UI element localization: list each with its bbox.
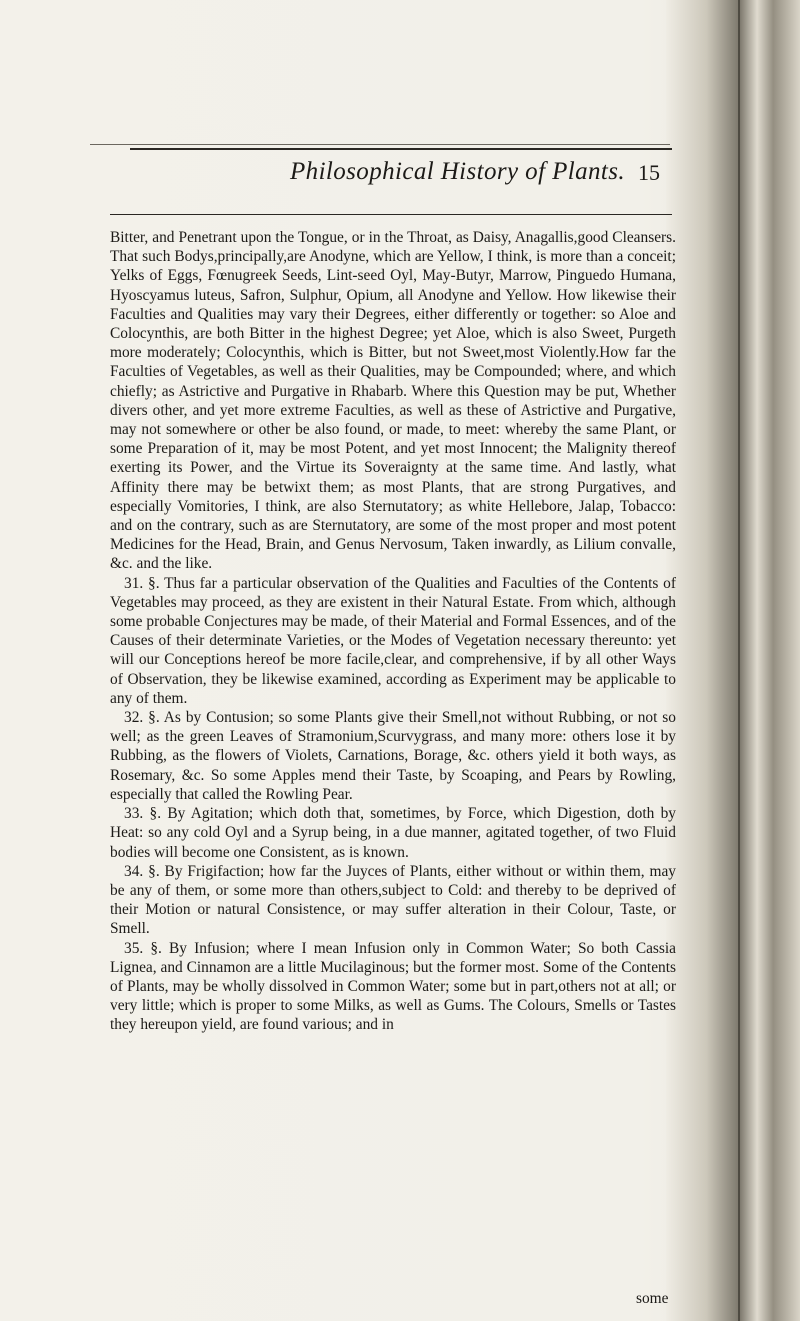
header-rule-top: [90, 144, 670, 145]
catchword: some: [636, 1290, 669, 1307]
running-head-underline: [110, 214, 672, 215]
book-spine-shadow: [666, 0, 800, 1321]
binding-edge: [738, 0, 740, 1321]
header-rule: [130, 148, 672, 150]
paragraph-32: 32. §. As by Contusion; so some Plants give their Smell,not without Rubbing, or not so well; as the green Leaves of Stramonium,Scurvygrass, and many more: others lose it by Rubbing, as the flowers of Violets, Carnations, Borage, &c. others yield it both ways, as Rosemary, &c. So some Apples mend their Taste, by Scoaping, and Pears by Rowling, especially that called the Rowling Pear.: [110, 709, 676, 803]
paragraph-continued: Bitter, and Penetrant upon the Tongue, or in the Throat, as Daisy, Anagallis,good Cleansers. That such Bodys,principally,are Anodyne, which are Yellow, I think, is more than a conceit; Yelks of Eggs, Fœnugreek Seeds, Lint-seed Oyl, May-Butyr, Marrow, Pinguedo Humana, Hyoscyamus luteus, Safron, Sulphur, Opium, all Anodyne and Yellow. How likewise their Faculties and Qualities may vary their Degrees, either differently or together: so Aloe and Colocynthis, are both Bitter in the highest Degree; yet Aloe, which is also Sweet, Purgeth more moderately; Colocynthis, which is Bitter, but not Sweet,most Violently.How far the Faculties of Vegetables, as well as their Qualities, may be Compounded; where, and which chiefly; as Astrictive and Purgative in Rhabarb. Where this Question may be put, Whether divers other, and yet more extreme Faculties, as well as these of Astrictive and Purgative, may not somewhere or other be also found, or made, to meet: whereby the same Plant, or some Preparation of it, may be most Potent, and yet most Innocent; the Malignity thereof exerting its Power, and the Virtue its Soveraignty at the same time. And lastly, what Affinity there may be betwixt them; as most Plants, that are strong Purgatives, and especially Vomitories, I think, are also Sternutatory; as white Hellebore, Jalap, Tobacco: and on the contrary, such as are Sternutatory, are some of the most proper and most potent Medicines for the Head, Brain, and Genus Nervosum, Taken inwardly, as Lilium convalle, &c. and the like.: [110, 229, 676, 573]
paragraph-33: 33. §. By Agitation; which doth that, sometimes, by Force, which Digestion, doth by Heat: so any cold Oyl and a Syrup being, in a due manner, agitated together, of two Fluid bodies will become one Consistent, as is known.: [110, 805, 676, 861]
paragraph-35: 35. §. By Infusion; where I mean Infusion only in Common Water; So both Cassia Lignea, and Cinnamon are a little Mucilaginous; but the former most. Some of the Contents of Plants, may be wholly dissolved in Common Water; some but in part,others not at all; or very little; which is proper to some Milks, as well as Gums. The Colours, Smells or Tastes they hereupon yield, are found various; and in: [110, 939, 676, 1034]
paragraph-34: 34. §. By Frigifaction; how far the Juyces of Plants, either without or within them, may be any of them, or some more than others,subject to Cold: and thereby to be deprived of their Motion or natural Consistence, or may suffer alteration in their Colour, Taste, or Smell.: [110, 862, 676, 938]
body-text: [110, 228, 676, 1035]
paragraph-31: 31. §. Thus far a particular observation of the Qualities and Faculties of the Contents of Vegetables may proceed, as they are existent in their Natural Estate. From which, although some probable Conjectures may be made, of their Material and Formal Essences, and of the Causes of their determinate Varieties, or the Modes of Vegetation necessary thereunto: yet will our Conceptions hereof be more facile,clear, and comprehensive, if by all other Ways of Observation, they be likewise examined, according as Experiment may be applicable to any of them.: [110, 574, 676, 707]
page-number: 15: [638, 160, 660, 185]
running-head: [0, 158, 800, 198]
running-title: Philosophical History of Plants.: [290, 158, 626, 185]
